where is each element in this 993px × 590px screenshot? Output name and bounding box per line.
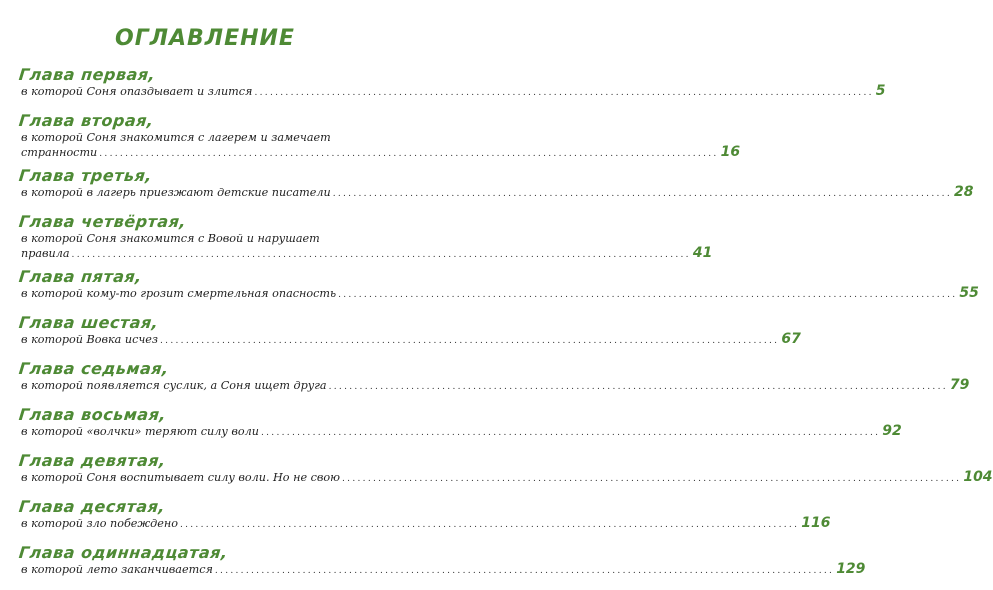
page-number: 116 — [801, 515, 831, 531]
toc-title: ОГЛАВЛЕНИЕ — [115, 26, 295, 51]
dot-leader: ........................................................................................................................ — [332, 189, 952, 199]
chapter-description-line — [21, 285, 979, 303]
chapter-heading: Глава одиннадцатая, — [18, 543, 229, 562]
dot-leader: ........................................................................................................................ — [160, 336, 780, 346]
chapter-description-line — [21, 184, 974, 202]
chapter-heading: Глава вторая, — [18, 111, 155, 130]
page-number: 129 — [836, 561, 866, 577]
chapter-description: в которой кому-то грозит смертельная опасность — [21, 287, 337, 300]
chapter-description: в которой Соня опаздывает и злится — [21, 85, 253, 98]
page-number: 67 — [781, 331, 801, 347]
chapter-description: в которой Соня знакомится с лагерем и замечает — [21, 131, 331, 144]
toc-entry-3 — [18, 166, 974, 213]
chapter-description: в которой в лагерь приезжают детские писатели — [21, 186, 331, 199]
chapter-heading: Глава седьмая, — [18, 359, 170, 378]
chapter-description-line — [21, 83, 886, 101]
dot-leader: ........................................................................................................................ — [214, 566, 835, 576]
chapter-description-line — [21, 331, 801, 349]
chapter-description: в которой Соня воспитывает силу воли. Но не свою — [21, 471, 341, 484]
chapter-description-line — [21, 245, 713, 263]
chapter-description-continued: странности — [21, 146, 98, 159]
chapter-description-line — [21, 561, 866, 579]
chapter-description: в которой появляется суслик, а Соня ищет друга — [21, 379, 327, 392]
dot-leader: ........................................................................................................................ — [179, 520, 800, 530]
chapter-heading: Глава шестая, — [18, 313, 160, 332]
page-number: 16 — [720, 144, 741, 160]
table-of-contents — [18, 65, 993, 590]
chapter-heading: Глава первая, — [18, 65, 157, 84]
toc-entry-2 — [18, 111, 741, 167]
page-number: 55 — [959, 285, 979, 301]
chapter-heading: Глава пятая, — [18, 267, 143, 286]
chapter-heading: Глава четвёртая, — [18, 212, 188, 231]
dot-leader: ........................................................................................................................ — [342, 474, 962, 484]
chapter-description-line — [21, 144, 741, 162]
chapter-heading: Глава восьмая, — [18, 405, 168, 424]
chapter-description-line — [21, 515, 831, 533]
dot-leader: ........................................................................................................................ — [71, 250, 691, 260]
chapter-description-line — [21, 377, 970, 395]
toc-entry-6 — [18, 313, 801, 360]
chapter-description: в которой «волчки» теряют силу воли — [21, 425, 259, 438]
toc-entry-1 — [18, 65, 886, 112]
chapter-heading: Глава девятая, — [18, 451, 167, 470]
dot-leader: ........................................................................................................................ — [338, 290, 958, 300]
dot-leader: ........................................................................................................................ — [254, 88, 874, 98]
toc-entry-9 — [18, 451, 993, 498]
dot-leader: ........................................................................................................................ — [328, 382, 948, 392]
chapter-description-line — [21, 423, 902, 441]
page-number: 92 — [882, 423, 902, 439]
chapter-description: в которой зло побеждено — [21, 517, 178, 530]
dot-leader: ........................................................................................................................ — [99, 149, 719, 159]
chapter-heading: Глава десятая, — [18, 497, 167, 516]
toc-entry-10 — [18, 497, 831, 544]
toc-entry-5 — [18, 267, 979, 314]
page-number: 5 — [875, 83, 886, 99]
page-number: 28 — [954, 184, 974, 200]
chapter-description-line — [21, 469, 993, 487]
toc-entry-7 — [18, 359, 970, 406]
chapter-description: в которой Соня знакомится с Вовой и нарушает — [21, 232, 320, 245]
page-number: 104 — [963, 469, 993, 485]
toc-entry-4 — [18, 212, 713, 268]
chapter-description-continued: правила — [21, 247, 70, 260]
chapter-description: в которой лето заканчивается — [21, 563, 213, 576]
chapter-description: в которой Вовка исчез — [21, 333, 159, 346]
dot-leader: ........................................................................................................................ — [260, 428, 881, 438]
page-number: 79 — [949, 377, 970, 393]
chapter-heading: Глава третья, — [18, 166, 154, 185]
page-number: 41 — [692, 245, 713, 261]
toc-entry-8 — [18, 405, 902, 452]
toc-entry-11 — [18, 543, 866, 590]
